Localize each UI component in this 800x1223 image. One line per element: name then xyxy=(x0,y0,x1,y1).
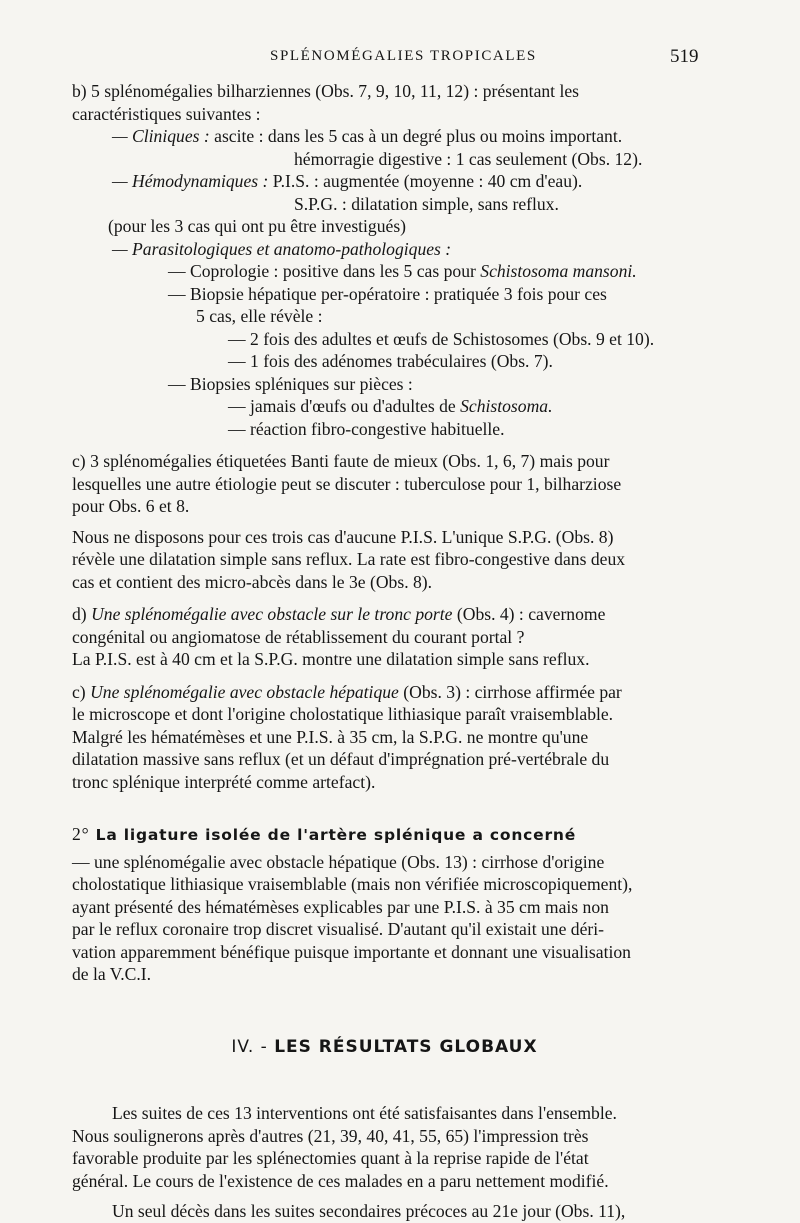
text-line: — une splénomégalie avec obstacle hépatique (Obs. 13) : cirrhose d'origine xyxy=(72,851,605,872)
coprologie-line xyxy=(72,260,697,283)
paragraph-c-hepatique xyxy=(72,681,697,794)
section-numeral: IV. - xyxy=(231,1036,268,1057)
cliniques-block xyxy=(72,125,697,440)
section-iv-heading xyxy=(72,1036,697,1059)
section-number: 2° xyxy=(72,824,90,844)
parasitologiques-label xyxy=(72,238,697,261)
text-line: b) 5 splénomégalies bilharziennes (Obs. 7, 9, 10, 11, 12) : présentant les xyxy=(72,81,580,101)
text-line: le microscope et dont l'origine cholostatique lithiasique paraît vraisemblable. xyxy=(72,704,614,724)
text: ascite : dans les 5 cas à un degré plus ou moins important. xyxy=(214,126,623,146)
text-line: — Biopsies spléniques sur pièces : xyxy=(168,373,413,394)
text: (Obs. 3) : cirrhose affirmée par xyxy=(403,681,622,702)
text-line: favorable produite par les splénectomies quant à la reprise rapide de l'état xyxy=(72,1148,589,1168)
paragraph-results-1 xyxy=(72,1102,697,1192)
page-number: 519 xyxy=(670,46,699,67)
text: — Coprologie : positive dans les 5 cas pour xyxy=(168,261,476,281)
cliniques-line xyxy=(72,125,697,148)
item-prefix: c) xyxy=(72,681,86,702)
text-line: par le reflux coronaire trop discret visualisé. D'autant qu'il existait une déri- xyxy=(72,919,605,939)
text-line: hémorragie digestive : 1 cas seulement (Obs. 12). xyxy=(294,148,643,169)
paragraph-b xyxy=(72,80,697,125)
text-line: caractéristiques suivantes : xyxy=(72,103,261,124)
text-line: Un seul décès dans les suites secondaires précoces au 21e jour (Obs. 11), xyxy=(112,1201,626,1221)
paragraph-c-banti-details xyxy=(72,526,697,594)
text-line: La P.I.S. est à 40 cm et la S.P.G. montre une dilatation simple sans reflux. xyxy=(72,649,590,669)
item-title: Une splénomégalie avec obstacle sur le tronc porte xyxy=(91,604,453,624)
text-line xyxy=(72,603,697,626)
text: (Obs. 4) : cavernome xyxy=(456,604,606,624)
text-line: pour Obs. 6 et 8. xyxy=(72,496,190,516)
text-line: ayant présenté des hématémèses explicables par une P.I.S. à 35 cm mais non xyxy=(72,896,609,917)
text-line: c) 3 splénomégalies étiquetées Banti faute de mieux (Obs. 1, 6, 7) mais pour xyxy=(72,451,610,471)
text-line: — réaction fibro-congestive habituelle. xyxy=(228,418,505,439)
paragraph-d xyxy=(72,603,697,671)
text-line: général. Le cours de l'existence de ces malades en a paru nettement modifié. xyxy=(72,1170,609,1191)
text-line: vation apparemment bénéfique puisque importante et donnant une visualisation xyxy=(72,941,631,962)
text: P.I.S. : augmentée (moyenne : 40 cm d'eau). xyxy=(272,171,583,191)
text-line xyxy=(72,681,697,704)
cliniques-label: — Cliniques : xyxy=(112,126,210,146)
text-line: — 1 fois des adénomes trabéculaires (Obs. 7). xyxy=(228,351,553,371)
text-line: Malgré les hématémèses et une P.I.S. à 35 cm, la S.P.G. ne montre qu'une xyxy=(72,726,589,747)
text-line: S.P.G. : dilatation simple, sans reflux. xyxy=(294,193,559,214)
species: Schistosoma mansoni. xyxy=(480,261,637,281)
text-line: (pour les 3 cas qui ont pu être investigués) xyxy=(108,216,407,236)
text-line: lesquelles une autre étiologie peut se discuter : tuberculose pour 1, bilharziose xyxy=(72,473,622,494)
text: — jamais d'œufs ou d'adultes de xyxy=(228,396,456,416)
paragraph-section-2 xyxy=(72,851,697,986)
section-2-heading xyxy=(72,823,697,847)
item-prefix: d) xyxy=(72,604,87,624)
text-line: dilatation massive sans reflux (et un défaut d'imprégnation pré-vertébrale du xyxy=(72,749,610,769)
item-title: Une splénomégalie avec obstacle hépatique xyxy=(90,681,399,702)
text-line: Les suites de ces 13 interventions ont été satisfaisantes dans l'ensemble. xyxy=(112,1103,617,1123)
text-line: congénital ou angiomatose de rétablissement du courant portal ? xyxy=(72,626,525,647)
text-line: cas et contient des micro-abcès dans le 3e (Obs. 8). xyxy=(72,571,433,592)
paragraph-c-banti xyxy=(72,450,697,518)
hemodynamiques-label: — Hémodynamiques : xyxy=(112,171,269,191)
spleniques-line xyxy=(72,395,697,418)
text-line: révèle une dilatation simple sans reflux. La rate est fibro-congestive dans deux xyxy=(72,549,626,569)
text-line: de la V.C.I. xyxy=(72,964,152,984)
text-line: — Biopsie hépatique per-opératoire : pratiquée 3 fois pour ces xyxy=(168,283,607,304)
running-title: SPLÉNOMÉGALIES TROPICALES xyxy=(270,48,537,64)
text-line: — 2 fois des adultes et œufs de Schistosomes (Obs. 9 et 10). xyxy=(228,328,655,349)
hemodynamiques-line xyxy=(72,170,697,193)
section-title: La ligature isolée de l'artère splénique a concerné xyxy=(95,826,577,844)
label: — Parasitologiques et anatomo-pathologiques : xyxy=(112,238,452,259)
genus: Schistosoma. xyxy=(460,396,553,416)
page-header xyxy=(0,46,800,70)
text-line: 5 cas, elle révèle : xyxy=(196,306,323,326)
text-line: tronc splénique interprété comme artefact). xyxy=(72,771,376,792)
paragraph-results-2 xyxy=(72,1200,697,1223)
section-title: LES RÉSULTATS GLOBAUX xyxy=(274,1036,538,1057)
text-line: cholostatique lithiasique vraisemblable (mais non vérifiée microscopiquement), xyxy=(72,874,633,894)
text-line: Nous soulignerons après d'autres (21, 39, 40, 41, 55, 65) l'impression très xyxy=(72,1125,589,1146)
text-line: Nous ne disposons pour ces trois cas d'aucune P.I.S. L'unique S.P.G. (Obs. 8) xyxy=(72,526,614,547)
page-body xyxy=(72,80,697,1223)
